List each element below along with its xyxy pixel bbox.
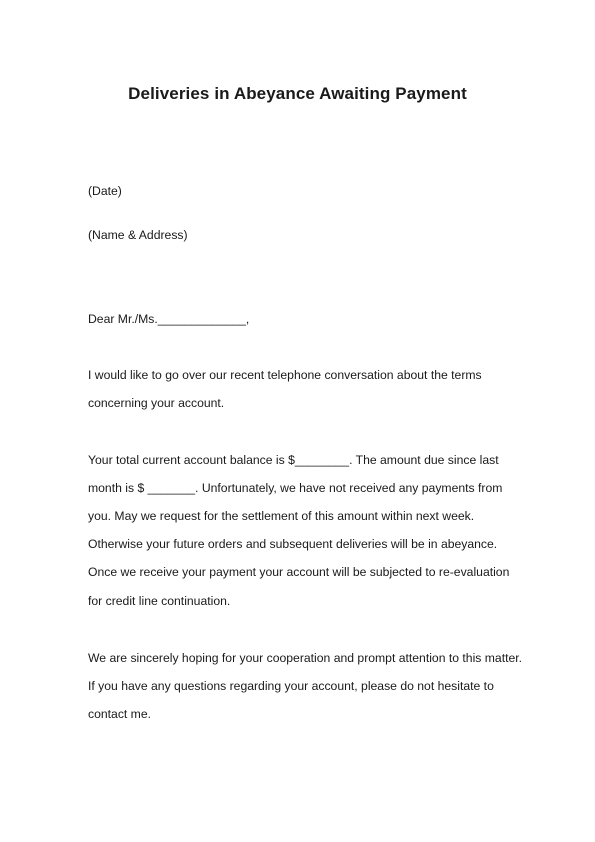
date-placeholder: (Date) — [88, 184, 122, 198]
paragraph-line: Once we receive your payment your account will be subjected to re-evaluation — [88, 565, 510, 579]
paragraph-line: month is $ _______. Unfortunately, we have not received any payments from — [88, 481, 503, 495]
salutation: Dear Mr./Ms._____________, — [88, 312, 250, 326]
paragraph-line: Otherwise your future orders and subsequent deliveries will be in abeyance. — [88, 537, 498, 551]
paragraph-line: concerning your account. — [88, 396, 225, 410]
paragraph-line: contact me. — [88, 707, 151, 721]
name-address-placeholder: (Name & Address) — [88, 228, 188, 242]
paragraph-line: you. May we request for the settlement of this amount within next week. — [88, 509, 475, 523]
document-title: Deliveries in Abeyance Awaiting Payment — [128, 84, 467, 103]
paragraph-line: Your total current account balance is $________. The amount due since last — [88, 453, 499, 467]
paragraph-line: If you have any questions regarding your account, please do not hesitate to — [88, 679, 494, 693]
paragraph-line: We are sincerely hoping for your cooperation and prompt attention to this matter. — [88, 651, 523, 665]
paragraph-line: I would like to go over our recent telephone conversation about the terms — [88, 368, 482, 382]
paragraph-line: for credit line continuation. — [88, 594, 231, 608]
